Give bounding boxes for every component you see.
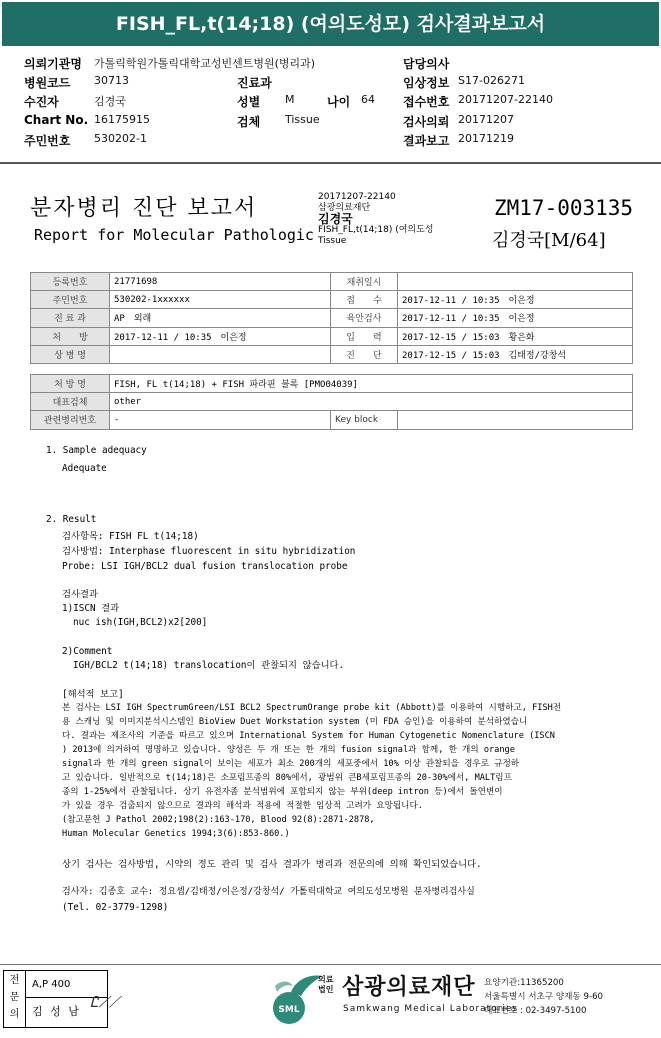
code-label: 병원코드 — [24, 76, 71, 90]
logo-english: Samkwang Medical Laboratories — [343, 1004, 519, 1014]
sticker-test: FISH_FL,t(14;18) (여의도성 — [318, 225, 434, 235]
street-address: 서울특별시 서초구 양재동 9-60 — [484, 992, 604, 1002]
receive-value: 2017-12-11 / 10:35 이은정 — [398, 291, 633, 309]
header-rule — [0, 162, 661, 164]
patient-label: 수진자 — [24, 95, 59, 109]
collect-value — [398, 273, 633, 291]
comment-value: IGH/BCL2 t(14;18) translocation이 관찰되지 않습니다. — [73, 660, 345, 671]
table-row — [31, 309, 633, 327]
id-label: 주민번호 — [24, 134, 71, 148]
interp-line: (참고문헌 J Pathol 2002;198(2):163-170, Blood 92(8):2871-2878, — [62, 815, 375, 825]
reg-no-value: 21771698 — [110, 273, 331, 291]
key-block-value — [398, 411, 633, 429]
specimen-value: Tissue — [285, 113, 320, 126]
chart-label: Chart No. — [24, 113, 89, 127]
check-key: 육안검사 — [331, 309, 398, 327]
lab-tel: (Tel. 02-3779-1298) — [62, 902, 169, 913]
order-table — [30, 374, 633, 430]
report-date-label: 결과보고 — [403, 134, 450, 148]
dept-label: 진료과 — [237, 76, 272, 90]
sex-label: 성별 — [237, 95, 261, 109]
receive-key: 접 수 — [331, 291, 398, 309]
table-row — [31, 375, 633, 393]
collect-key: 채취일시 — [331, 273, 398, 291]
specimen-label-sticker — [318, 192, 458, 247]
sample-value: Adequate — [62, 463, 107, 474]
section-sample: 1. Sample adequacy — [46, 445, 147, 456]
pathologist-code: A,P 400 — [32, 979, 71, 990]
report-date-value: 20171219 — [458, 132, 514, 145]
report-title: FISH_FL,t(14;18) (여의도성모) 검사결과보고서 — [2, 2, 659, 46]
inst-value: 가톨릭학원가톨릭대학교성빈센트병원(병리과) — [94, 57, 316, 70]
report-number: ZM17-003135 — [494, 196, 634, 220]
interp-heading: [해석적 보고] — [62, 689, 124, 700]
table-row — [31, 327, 633, 345]
interp-line: 종의 1-25%에서 관찰됩니다. 상기 유전자좀 분석범위에 포함되지 않는 부위(deep intron 등)에서 돌연변이 — [62, 787, 503, 797]
table-row — [31, 273, 633, 291]
key-block: Key block — [331, 411, 398, 429]
patient-tag: 김경국[M/64] — [492, 230, 606, 251]
doc-title-korean: 분자병리 진단 보고서 — [30, 196, 258, 221]
path-key: 관련병리번호 — [31, 411, 110, 429]
path-value: - — [110, 411, 331, 429]
age-value: 64 — [361, 93, 375, 106]
sex-value: M — [285, 93, 295, 106]
interp-line: 본 검사는 LSI IGH SpectrumGreen/LSI BCL2 SpectrumOrange probe kit (Abbott)를 이용하여 시행하고, FISH전 — [62, 703, 562, 713]
interp-line: Human Molecular Genetics 1994;3(6):853-860.) — [62, 829, 290, 839]
diag-key: 진 단 — [331, 345, 398, 363]
patient-value: 김경국 — [94, 95, 126, 108]
pathology-report — [0, 168, 661, 963]
specialist-label — [4, 971, 26, 1027]
table-row — [31, 291, 633, 309]
request-label: 검사의뢰 — [403, 115, 450, 129]
phone: 대표번호 : 02-3497-5100 — [484, 1006, 587, 1016]
examiners: 검사자: 김종호 교수: 정요셉/김태정/이은정/강창석/ 가톨릭대학교 여의도성모병원 분자병리검사실 — [62, 887, 475, 897]
receipt-label: 접수번호 — [403, 95, 450, 109]
confirm-text: 상기 검사는 검사방법, 시약의 정도 관리 및 검사 결과가 병리과 전문의에 의해 확인되었습니다. — [62, 859, 482, 870]
logo-name: 삼광의료재단 — [342, 975, 476, 1000]
doc-title-english: Report for Molecular Pathologic — [34, 226, 314, 244]
interp-line: signal과 한 개의 green signal이 보이는 세포가 최소 200개의 세포중에서 10% 이상 관찰되을 경우로 규정하 — [62, 759, 520, 769]
rep-key: 대표검체 — [31, 393, 110, 411]
test-item: 검사항목: FISH FL t(14;18) — [62, 531, 199, 542]
request-header — [0, 52, 661, 162]
disease-value — [110, 345, 331, 363]
logo-initials: SML — [278, 1005, 300, 1015]
interp-line: 용 스캐닝 및 이미지분석시스템인 BioView Duet Workstation system (미 FDA 승인)을 이용하여 분석하였습니 — [62, 717, 528, 727]
logo-sub: 의료 법인 — [318, 975, 334, 994]
lab-address — [484, 976, 603, 1018]
sticker-name: 김경국 — [318, 212, 353, 226]
comment-heading: 2)Comment — [62, 646, 113, 657]
institution-code: 요양기관:11365200 — [484, 978, 564, 988]
probe: Probe: LSI IGH/BCL2 dual fusion translocation probe — [62, 561, 348, 572]
rx-key: 처 방 명 — [31, 375, 110, 393]
receipt-value: 20171207-22140 — [458, 93, 553, 106]
input-key: 입 력 — [331, 327, 398, 345]
interp-line: 고 있습니다. 일반적으로 t(14;18)은 소포림프종의 80%에서, 광범위 큰B세포림프종의 20-30%에서, MALT림프 — [62, 773, 512, 783]
dept-key: 진 료 과 — [31, 309, 110, 327]
iscn-value: nuc ish(IGH,BCL2)x2[200] — [73, 617, 208, 628]
rrn-value: 530202-1xxxxxx — [110, 291, 331, 309]
footer — [0, 966, 661, 1038]
age-label: 나이 — [327, 95, 351, 109]
interp-line: 가 있을 경우 검출되지 않으므로 결과의 해석과 적용에 적절한 임상적 고려가 요망됩니다. — [62, 801, 423, 811]
specialist-label-text: 전문의 — [9, 975, 20, 1020]
clinical-label: 임상정보 — [403, 76, 450, 90]
input-value: 2017-12-15 / 15:03 황은화 — [398, 327, 633, 345]
pathologist-name: 김 성 남 — [32, 1005, 81, 1018]
reg-no-key: 등록번호 — [31, 273, 110, 291]
signature: Ꮭ⟋⟋ — [90, 993, 120, 1011]
disease-key: 상 병 명 — [31, 345, 110, 363]
doctor-label: 담당의사 — [403, 57, 450, 71]
table-row — [31, 345, 633, 363]
check-value: 2017-12-11 / 10:35 이은정 — [398, 309, 633, 327]
code-value: 30713 — [94, 74, 129, 87]
clinical-value: S17-026271 — [458, 74, 525, 87]
section-result: 2. Result — [46, 514, 97, 525]
test-method: 검사방법: Interphase fluorescent in situ hybridization — [62, 546, 356, 557]
sticker-specimen: Tissue — [318, 236, 347, 246]
inst-label: 의뢰기관명 — [24, 57, 82, 71]
diag-value: 2017-12-15 / 15:03 김태정/강창석 — [398, 345, 633, 363]
table-row — [31, 393, 633, 411]
dept-value: AP 외래 — [110, 309, 331, 327]
rep-value: other — [110, 393, 633, 411]
interp-line: ) 2013에 의거하여 명명하고 있습니다. 양성은 두 개 또는 한 개의 fusion signal과 함께, 한 개의 orange — [62, 745, 515, 755]
rrn-key: 주민번호 — [31, 291, 110, 309]
interp-line: 다. 결과는 제조사의 기준을 따르고 있으며 International System for Human Cytogenetic Nomenclature (ISCN — [62, 731, 555, 741]
specimen-label: 검체 — [237, 115, 261, 129]
result-heading: 검사결과 — [62, 589, 98, 600]
logo-wave — [275, 982, 293, 993]
info-table — [30, 272, 633, 364]
pathologist-box — [3, 970, 120, 1028]
chart-value: 16175915 — [94, 113, 150, 126]
order-key: 처 방 — [31, 327, 110, 345]
id-value: 530202-1 — [94, 132, 147, 145]
table-row — [31, 411, 633, 429]
sticker-lab: 삼광의료재단 — [318, 203, 371, 213]
rx-value: FISH, FL t(14;18) + FISH 파라핀 블록 [PMO04039] — [110, 375, 633, 393]
sticker-receipt: 20171207-22140 — [318, 192, 396, 202]
footer-rule — [0, 964, 661, 965]
iscn-heading: 1)ISCN 결과 — [62, 603, 120, 614]
order-value: 2017-12-11 / 10:35 이은정 — [110, 327, 331, 345]
request-value: 20171207 — [458, 113, 514, 126]
